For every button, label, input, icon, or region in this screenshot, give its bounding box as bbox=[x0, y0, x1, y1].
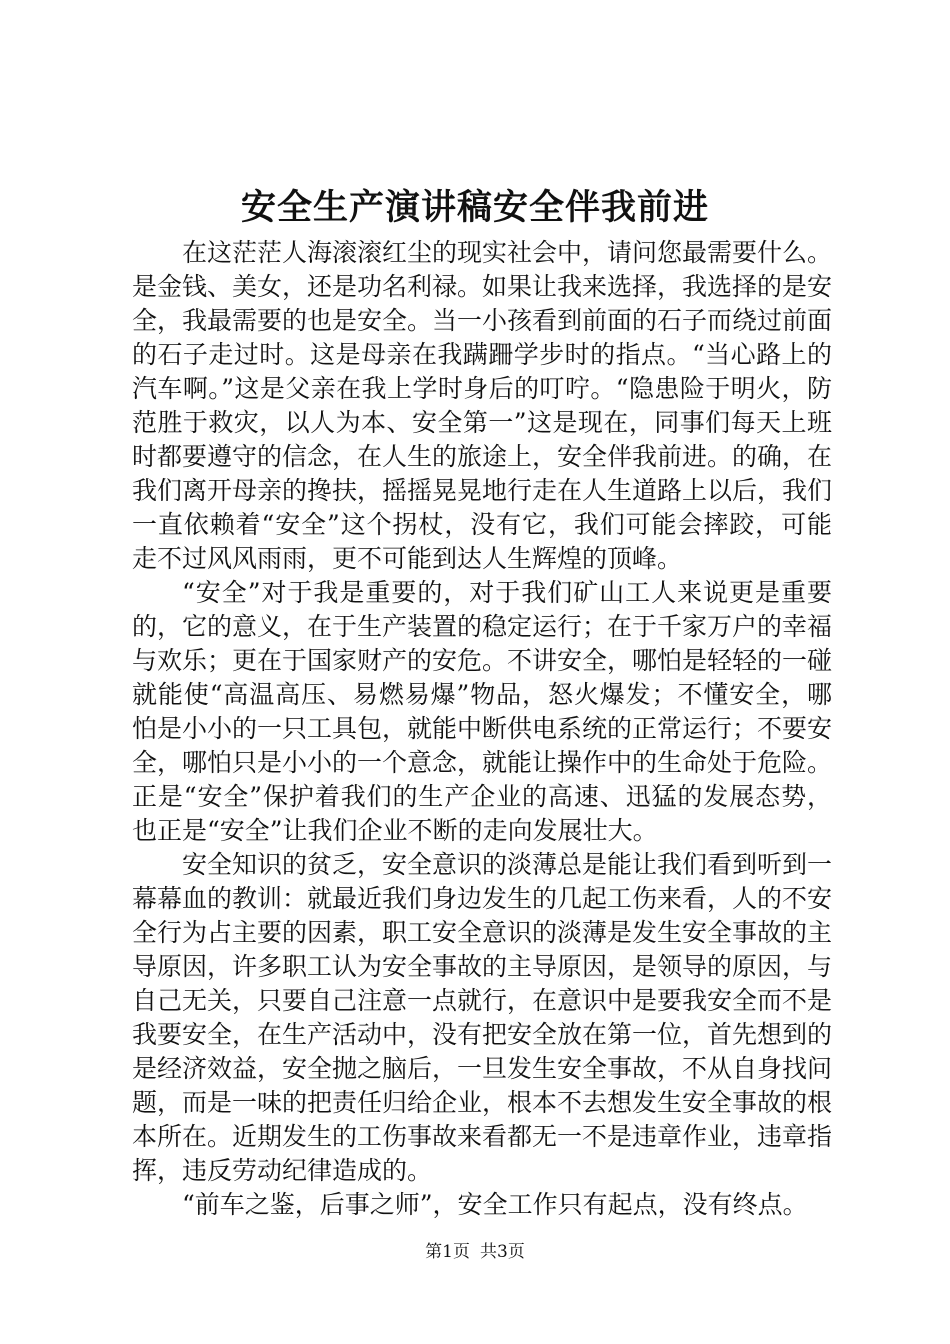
document-body bbox=[132, 236, 832, 1222]
paragraph: “前车之鉴，后事之师”，安全工作只有起点，没有终点。 bbox=[182, 1190, 808, 1219]
paragraph: 在这茫茫人海滚滚红尘的现实社会中，请问您最需要什么。是金钱、美女，还是功名利禄。如果让我来选择，我选择的是安全，我最需要的也是安全。当一小孩看到前面的石子而绕过前面的石子走过时。这是母亲在我蹒跚学步时的指点。“当心路上的汽车啊。”这是父亲在我上学时身后的叮咛。“隐患险于明火，防范胜于救灾，以人为本、安全第一”这是现在，同事们每天上班时都要遵守的信念，在人生的旅途上，安全伴我前进。的确，在我们离开母亲的搀扶，摇摇晃晃地行走在人生道路上以后，我们一直依赖着“安全”这个拐杖，没有它，我们可能会摔跤，可能走不过风风雨雨，更不可能到达人生辉煌的顶峰。 bbox=[132, 238, 833, 573]
page-total: 共3页 bbox=[480, 1242, 525, 1262]
paragraph: 安全知识的贫乏，安全意识的淡薄总是能让我们看到听到一幕幕血的教训：就最近我们身边发生的几起工伤来看，人的不安全行为占主要的因素，职工安全意识的淡薄是发生安全事故的主导原因，许多职工认为安全事故的主导原因，是领导的原因，与自己无关，只要自己注意一点就行，在意识中是要我安全而不是我要安全，在生产活动中，没有把安全放在第一位，首先想到的是经济效益，安全抛之脑后，一旦发生安全事故，不从自身找问题，而是一味的把责任归给企业，根本不去想发生安全事故的根本所在。近期发生的工伤事故来看都无一不是违章作业，违章指挥，违反劳动纪律造成的。 bbox=[132, 850, 833, 1185]
document-title: 安全生产演讲稿安全伴我前进 bbox=[240, 187, 709, 228]
page-number: 第1页 bbox=[425, 1242, 470, 1262]
page-footer bbox=[0, 1240, 950, 1264]
paragraph: “安全”对于我是重要的，对于我们矿山工人来说更是重要的，它的意义，在于生产装置的稳定运行；在于千家万户的幸福与欢乐；更在于国家财产的安危。不讲安全，哪怕是轻轻的一碰就能使“高温高压、易燃易爆”物品，怒火爆发；不懂安全，哪怕是小小的一只工具包，就能中断供电系统的正常运行；不要安全，哪怕只是小小的一个意念，就能让操作中的生命处于危险。正是“安全”保护着我们的生产企业的高速、迅猛的发展态势，也正是“安全”让我们企业不断的走向发展壮大。 bbox=[132, 578, 833, 845]
